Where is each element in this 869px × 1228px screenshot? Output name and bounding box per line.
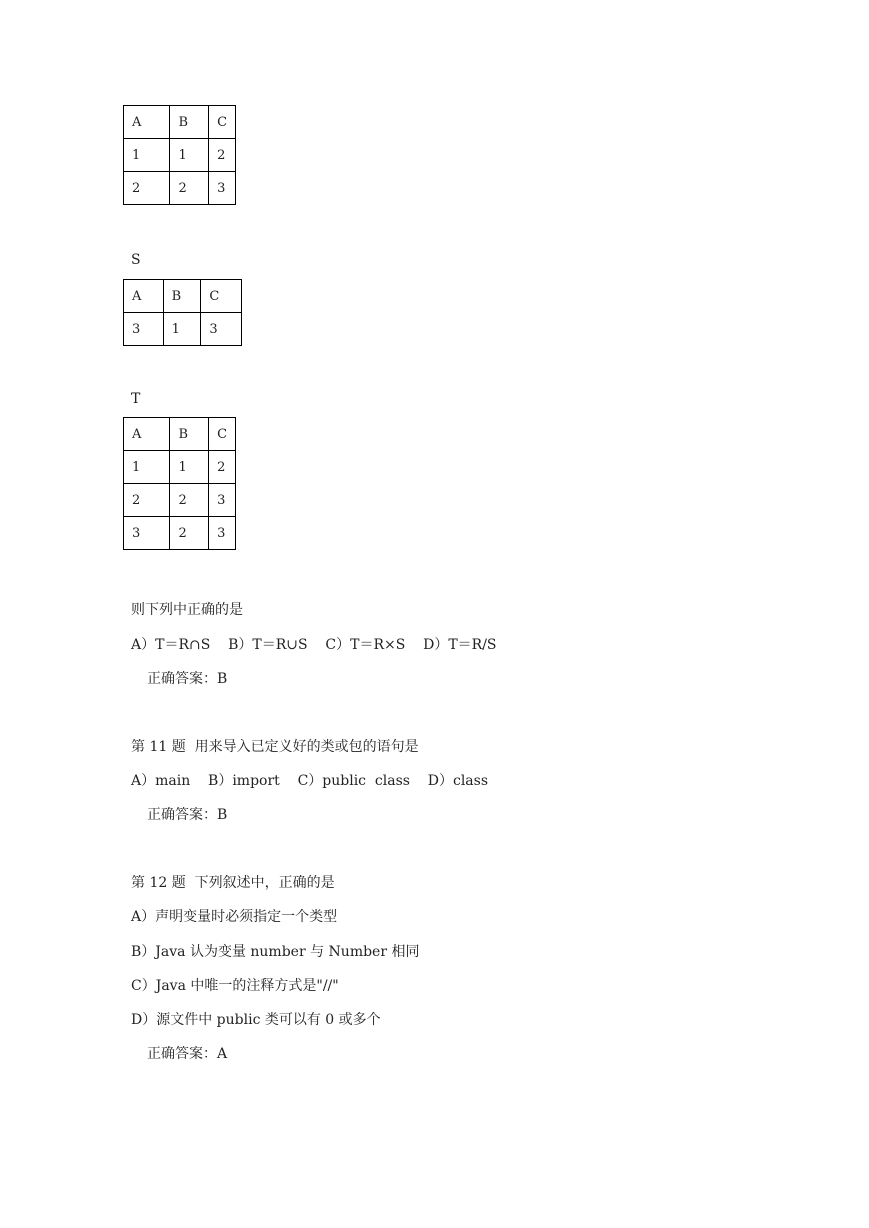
table-t-cell: 1 (124, 451, 170, 484)
table-r-cell: 2 (209, 139, 236, 172)
table-t (123, 417, 236, 550)
table-t-cell: 3 (209, 517, 236, 550)
table-r (123, 105, 236, 205)
table-s-cell: 1 (163, 313, 201, 346)
table-r-cell: 2 (170, 172, 209, 205)
table-t-header-cell: C (209, 418, 236, 451)
table-s-cell: 3 (124, 313, 164, 346)
q12-option-d: D）源文件中 public 类可以有 0 或多个 (131, 1012, 381, 1028)
table-t-cell: 1 (170, 451, 209, 484)
table-s-header-cell: B (163, 280, 201, 313)
table-r-cell: 1 (170, 139, 209, 172)
table-r-header-cell: A (124, 106, 170, 139)
table-r-cell: 2 (124, 172, 170, 205)
table-r-cell: 1 (124, 139, 170, 172)
table-t-cell: 3 (209, 484, 236, 517)
table-t-row (124, 451, 236, 484)
q10-prompt: 则下列中正确的是 (131, 602, 243, 618)
q10-options: A）T＝R∩S B）T＝R∪S C）T＝R×S D）T＝R/S (131, 637, 497, 653)
table-s-cell: 3 (201, 313, 242, 346)
table-r-cell: 3 (209, 172, 236, 205)
table-s-header-row (124, 280, 242, 313)
table-t-cell: 3 (124, 517, 170, 550)
q12-option-c: C）Java 中唯一的注释方式是"//" (131, 978, 339, 994)
table-t-row (124, 517, 236, 550)
table-r-header-cell: C (209, 106, 236, 139)
table-s-title: S (131, 252, 141, 268)
table-r-header-cell: B (170, 106, 209, 139)
table-t-cell: 2 (124, 484, 170, 517)
table-t-row (124, 484, 236, 517)
q11-title: 第 11 题 用来导入已定义好的类或包的语句是 (131, 739, 419, 755)
table-t-header-row (124, 418, 236, 451)
q12-title: 第 12 题 下列叙述中，正确的是 (131, 875, 335, 891)
q12-option-b: B）Java 认为变量 number 与 Number 相同 (131, 944, 420, 960)
table-t-cell: 2 (209, 451, 236, 484)
table-s-header-cell: C (201, 280, 242, 313)
q12-option-a: A）声明变量时必须指定一个类型 (131, 909, 338, 925)
table-t-title: T (131, 391, 141, 407)
table-t-header-cell: B (170, 418, 209, 451)
q12-answer: 正确答案：A (147, 1046, 228, 1062)
table-t-cell: 2 (170, 484, 209, 517)
table-t-header-cell: A (124, 418, 170, 451)
table-r-header-row (124, 106, 236, 139)
q10-answer: 正确答案：B (147, 671, 228, 687)
table-r-row (124, 139, 236, 172)
table-s-header-cell: A (124, 280, 164, 313)
table-s-row (124, 313, 242, 346)
table-t-cell: 2 (170, 517, 209, 550)
q11-answer: 正确答案：B (147, 807, 228, 823)
table-r-row (124, 172, 236, 205)
q11-options: A）main B）import C）public class D）class (131, 773, 489, 789)
table-s (123, 279, 242, 346)
